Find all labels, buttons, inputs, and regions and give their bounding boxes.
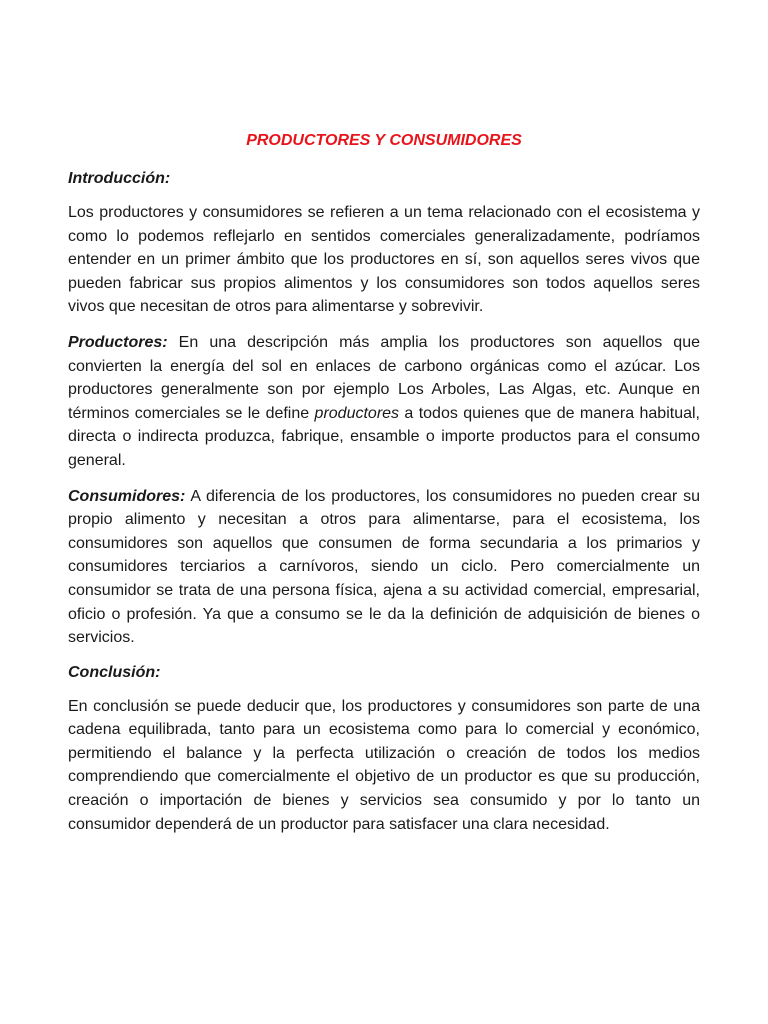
productores-emphasis: productores: [314, 404, 400, 422]
productores-text-2: a todos quienes que de manera habitual, directa o indirecta produzca, fabrique, ensamble o importe productos para el consumo general.: [68, 404, 701, 469]
introduccion-heading: Introducción:: [68, 170, 171, 187]
introduccion-paragraph: Los productores y consumidores se refieren a un tema relacionado con el ecosistema y como lo podemos reflejarlo en sentidos comerciales generalizadamente, podríamos entender en un primer ámbito que los productores en sí, son aquellos seres vivos que pueden fabricar sus propios alimentos y los consumidores son todos aquellos seres vivos que necesitan de otros para alimentarse y sobrevivir.: [68, 204, 700, 316]
document-title: PRODUCTORES Y CONSUMIDORES: [246, 132, 522, 149]
productores-paragraph: [68, 331, 700, 473]
productores-label: Productores:: [68, 333, 168, 351]
consumidores-text: A diferencia de los productores, los consumidores no pueden crear su propio alimento y necesitan a otros para alimentarse, para el ecosistema, los consumidores son aquellos que consumen de forma secundaria a los primarios y consumidores terciarios a carnívoros, siendo un ciclo. Pero comercialmente un consumidor se trata de una persona física, ajena a su actividad comercial, empresarial, oficio o profesión. Ya que a consumo se le da la definición de adquisición de bienes o servicios.: [68, 487, 700, 647]
conclusion-paragraph: En conclusión se puede deducir que, los productores y consumidores son parte de una cadena equilibrada, tanto para un ecosistema como para lo comercial y económico, permitiendo el balance y la perfecta utilización o creación de todos los medios comprendiendo que comercialmente el objetivo de un productor es que su producción, creación o importación de bienes y servicios sea consumido y por lo tanto un consumidor dependerá de un productor para satisfacer una clara necesidad.: [68, 697, 700, 833]
consumidores-paragraph: [68, 485, 700, 650]
consumidores-label: Consumidores:: [68, 487, 186, 505]
conclusion-heading: Conclusión:: [68, 663, 161, 681]
document-page: [68, 130, 700, 848]
productores-text-1: En una descripción más amplia los productores son aquellos que convierten la energía del sol en enlaces de carbono orgánicas como el azúcar. Los productores generalmente son por ejemplo Los Arboles, Las Algas, etc. Aunque en términos comerciales se le define: [68, 333, 700, 422]
